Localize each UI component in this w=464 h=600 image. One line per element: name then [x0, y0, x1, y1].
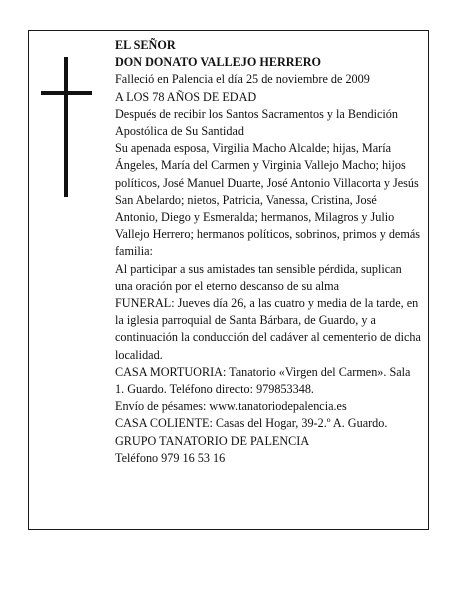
family-paragraph: Su apenada esposa, Virgilia Macho Alcalde; hijas, María Ángeles, María del Carmen y Virginia Vallejo Macho; hijos políticos, José Manuel Duarte, José Antonio Villacorta y Jesús San Abelardo; nietos, Patricia, Vanessa, Cristina, José Antonio, Diego y Esmeralda; hermanos, Milagros y Julio Vallejo Herrero; hermanos políticos, sobrinos, primos y demás familia:	[115, 141, 420, 259]
condolences-line: Envío de pésames: www.tanatoriodepalencia.es	[115, 399, 347, 414]
funeral-paragraph: FUNERAL: Jueves día 26, a las cuatro y media de la tarde, en la iglesia parroquial de Santa Bárbara, de Guardo, y a continuación la conducción del cadáver al cementerio de dicha localidad.	[115, 296, 421, 362]
company-line: GRUPO TANATORIO DE PALENCIA	[115, 433, 310, 448]
casa-coliente-line: CASA COLIENTE: Casas del Hogar, 39-2.º A. Guardo.	[115, 416, 388, 431]
cross-horizontal-bar	[41, 91, 92, 95]
age-line: A LOS 78 AÑOS DE EDAD	[115, 89, 257, 104]
cross-vertical-bar	[64, 57, 68, 197]
obituary-text	[115, 37, 421, 467]
mortuary-paragraph: CASA MORTUORIA: Tanatorio «Virgen del Carmen». Sala 1. Guardo. Teléfono directo: 979853348.	[115, 364, 411, 397]
deceased-name: DON DONATO VALLEJO HERRERO	[115, 55, 321, 70]
obituary-title: EL SEÑOR	[115, 38, 176, 52]
death-notice: Falleció en Palencia el día 25 de noviembre de 2009	[115, 72, 370, 87]
request-paragraph: Al participar a sus amistades tan sensible pérdida, suplican una oración por el eterno descanso de su alma	[115, 261, 402, 293]
sacraments-paragraph: Después de recibir los Santos Sacramentos y la Bendición Apostólica de Su Santidad	[115, 106, 398, 139]
phone-line: Teléfono 979 16 53 16	[115, 450, 226, 465]
